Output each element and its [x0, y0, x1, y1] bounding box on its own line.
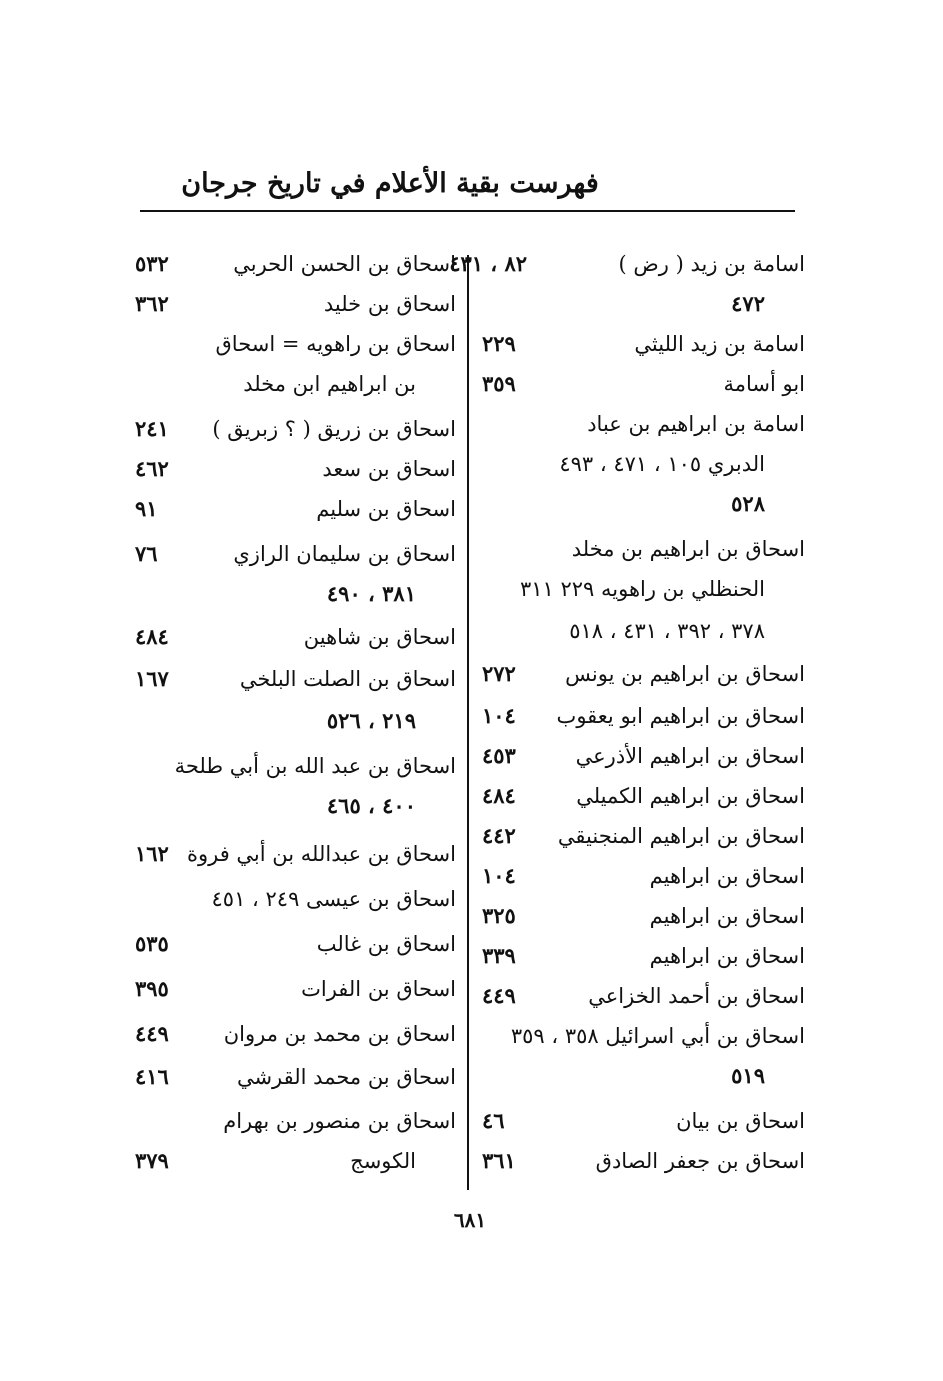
index-entry	[0, 1102, 943, 1140]
entry-pages: ١٦٧	[135, 666, 169, 691]
index-entry	[0, 787, 943, 825]
page-number: ٦٨١	[453, 1208, 487, 1232]
entry-name: اسحاق بن ابراهيم	[649, 904, 805, 928]
entry-pages: ٢٤١	[135, 416, 169, 441]
index-entry	[0, 450, 943, 488]
entry-pages: ٥٣٥	[135, 931, 169, 956]
entry-pages: ١٠٤	[482, 863, 516, 888]
entry-name: ٢١٩ ، ٥٢٦	[326, 708, 416, 733]
entry-name: اسحاق بن ابراهيم الأذرعي	[575, 744, 805, 768]
entry-name: اسامة بن زيد الليثي	[634, 332, 805, 356]
entry-name: ٥٢٨	[731, 491, 765, 516]
entry-pages: ٩١	[135, 496, 158, 521]
entry-name: اسحاق بن عبدالله بن أبي فروة	[186, 842, 456, 866]
entry-pages: ٣٥٩	[482, 371, 516, 396]
entry-pages: ٥٣٢	[135, 251, 169, 276]
entry-name: الحنظلي بن راهويه ٢٢٩ ٣١١	[519, 577, 765, 601]
entry-name: الكوسج	[350, 1149, 416, 1173]
index-entry	[0, 285, 943, 323]
entry-pages: ٤٦	[482, 1108, 505, 1133]
entry-name: اسحاق بن عيسى ٢٤٩ ، ٤٥١	[211, 887, 456, 911]
entry-pages: ٣٦١	[482, 1148, 516, 1173]
entry-pages: ٣٢٥	[482, 903, 516, 928]
entry-name: اسحاق بن ابراهيم	[649, 864, 805, 888]
entry-name: اسحاق بن ابراهيم	[649, 944, 805, 968]
index-entry	[0, 245, 943, 283]
entry-name: ٤٧٢	[731, 291, 765, 316]
header-rule	[140, 210, 795, 212]
entry-name: اسامة بن ابراهيم بن عباد	[587, 412, 805, 436]
entry-name: اسحاق بن شاهين	[303, 625, 456, 649]
entry-name: اسحاق بن ابراهيم بن مخلد	[571, 537, 805, 561]
index-entry	[0, 490, 943, 528]
entry-name: اسحاق بن أحمد الخزاعي	[588, 984, 805, 1008]
entry-pages: ٤٥٣	[482, 743, 516, 768]
entry-name: الدبري ١٠٥ ، ٤٧١ ، ٤٩٣	[559, 452, 765, 476]
entry-name: اسحاق بن جعفر الصادق	[595, 1149, 805, 1173]
entry-name: ٣٨١ ، ٤٩٠	[326, 581, 416, 606]
index-entry	[0, 925, 943, 963]
index-entry	[0, 1015, 943, 1053]
entry-name: ٤٠٠ ، ٤٦٥	[326, 793, 416, 818]
entry-name: بن ابراهيم ابن مخلد	[243, 372, 416, 396]
index-entry	[0, 325, 943, 363]
index-entry	[0, 880, 943, 918]
entry-name: اسحاق بن منصور بن بهرام	[223, 1109, 456, 1133]
entry-name: اسحاق بن الحسن الحربي	[233, 252, 456, 276]
page-title: فهرست بقية الأعلام في تاريخ جرجان	[181, 168, 599, 199]
entry-name: اسحاق بن سليم	[316, 497, 456, 521]
index-entry	[0, 747, 943, 785]
index-entry	[0, 702, 943, 740]
entry-name: اسحاق بن الفرات	[301, 977, 456, 1001]
index-entry	[0, 970, 943, 1008]
entry-name: اسحاق بن بيان	[676, 1109, 805, 1133]
index-entry	[0, 575, 943, 613]
entry-pages: ٤٤٩	[482, 983, 516, 1008]
entry-pages: ٣٣٩	[482, 943, 516, 968]
index-entry	[0, 660, 943, 698]
entry-name: ٣٧٨ ، ٣٩٢ ، ٤٣١ ، ٥١٨	[569, 619, 765, 643]
entry-pages: ٢٧٢	[482, 661, 516, 686]
entry-name: ٥١٩	[731, 1063, 765, 1088]
entry-pages: ١٠٤	[482, 703, 516, 728]
entry-name: اسحاق بن راهويه = اسحاق	[215, 332, 456, 356]
entry-pages: ٤٦٢	[135, 456, 169, 481]
entry-pages: ٤٨٤	[135, 624, 169, 649]
entry-pages: ٨٢ ، ٤٣١	[449, 251, 527, 276]
index-entry	[0, 365, 943, 403]
entry-name: اسحاق بن زريق ( ؟ زبريق )	[212, 417, 456, 441]
entry-name: اسحاق بن ابراهيم بن يونس	[565, 662, 805, 686]
entry-name: اسحاق بن سليمان الرازي	[233, 542, 456, 566]
entry-pages: ٤٨٤	[482, 783, 516, 808]
index-entry	[0, 1058, 943, 1096]
entry-pages: ٤١٦	[135, 1064, 169, 1089]
index-entry	[0, 410, 943, 448]
entry-name: اسحاق بن ابراهيم الكميلي	[576, 784, 805, 808]
entry-pages: ٣٦٢	[135, 291, 169, 316]
index-entry	[0, 835, 943, 873]
entry-name: اسحاق بن سعد	[322, 457, 456, 481]
entry-name: اسحاق بن محمد القرشي	[236, 1065, 456, 1089]
entry-pages: ٣٩٥	[135, 976, 169, 1001]
entry-pages: ٤٤٩	[135, 1021, 169, 1046]
entry-name: اسحاق بن ابراهيم المنجنيقي	[557, 824, 805, 848]
index-entry	[0, 535, 943, 573]
entry-name: اسحاق بن غالب	[316, 932, 456, 956]
entry-pages: ٧٦	[135, 541, 158, 566]
entry-name: ابو أسامة	[723, 372, 805, 396]
entry-name: اسحاق بن ابراهيم ابو يعقوب	[556, 704, 805, 728]
entry-name: اسامة بن زيد ( رض )	[618, 252, 805, 276]
entry-name: اسحاق بن خليد	[323, 292, 456, 316]
entry-pages: ٤٤٢	[482, 823, 516, 848]
entry-pages: ٢٢٩	[482, 331, 516, 356]
entry-pages: ٣٧٩	[135, 1148, 169, 1173]
entry-name: اسحاق بن عبد الله بن أبي طلحة	[174, 754, 456, 778]
entry-pages: ١٦٢	[135, 841, 169, 866]
entry-name: اسحاق بن محمد بن مروان	[223, 1022, 456, 1046]
index-entry	[0, 1142, 943, 1180]
entry-name: اسحاق بن أبي اسرائيل ٣٥٨ ، ٣٥٩	[510, 1024, 805, 1048]
index-entry	[0, 618, 943, 656]
entry-name: اسحاق بن الصلت البلخي	[239, 667, 456, 691]
